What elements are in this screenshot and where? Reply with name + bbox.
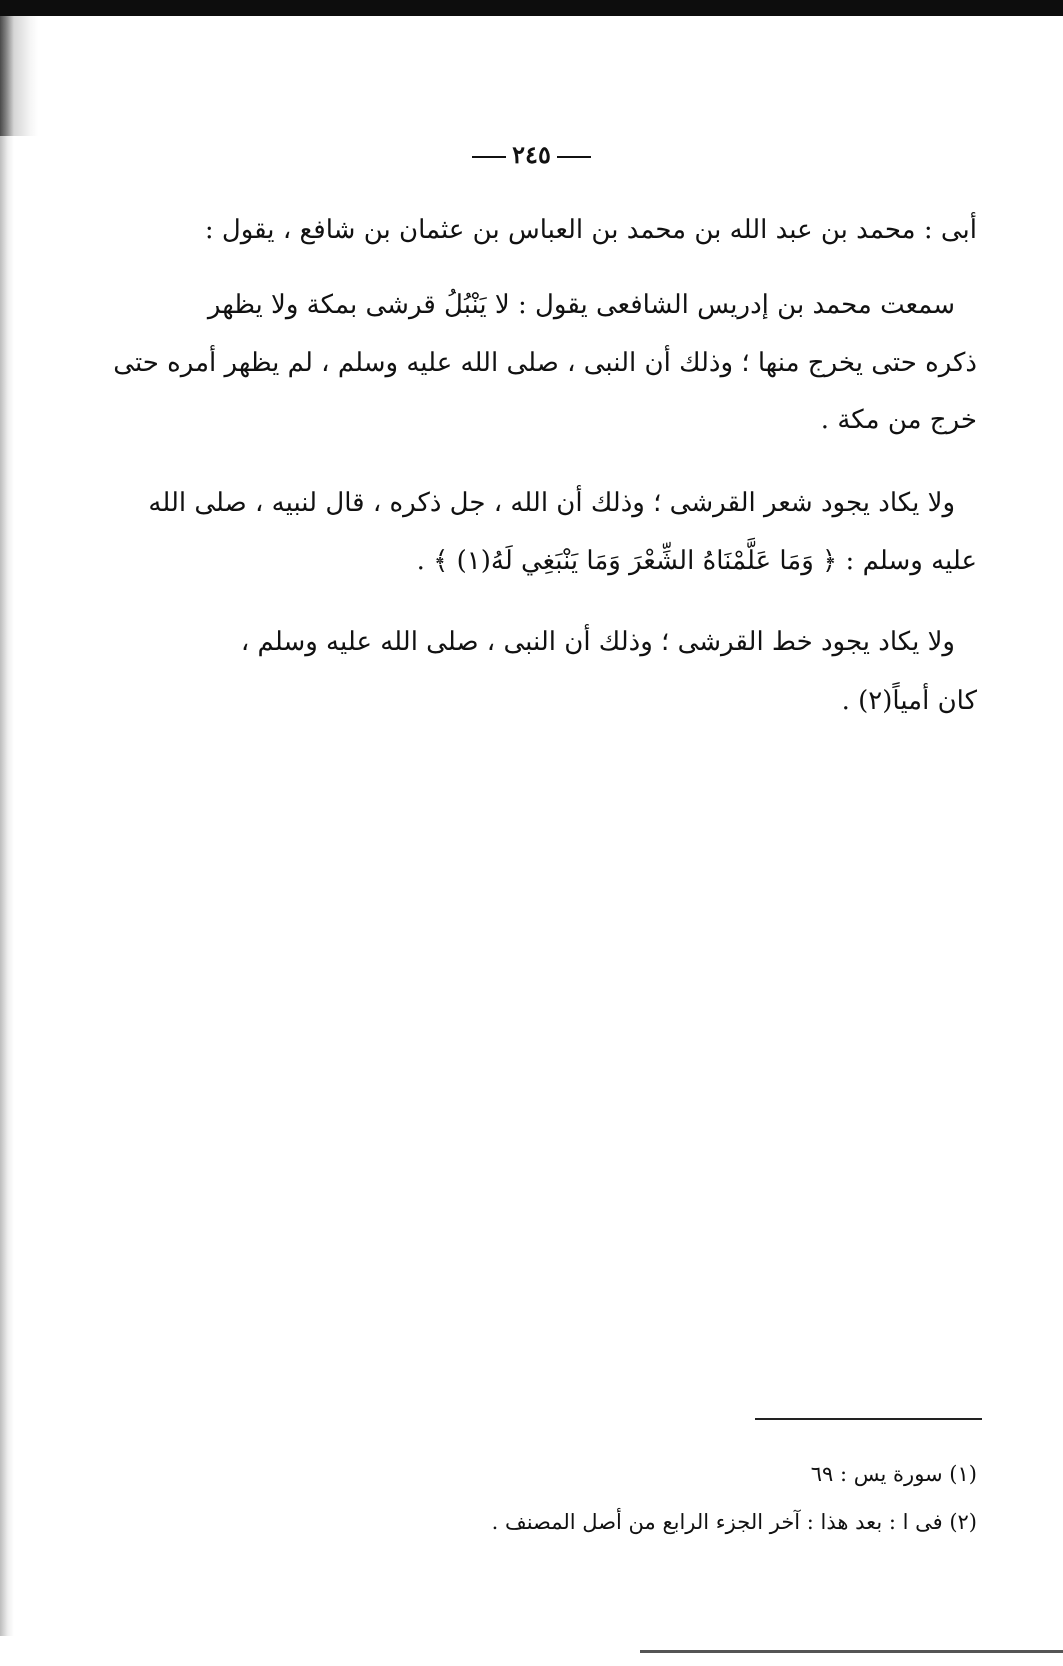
- body-line-4: خرج من مكة .: [820, 405, 977, 435]
- body-line-8: كان أمياً(٢) .: [841, 686, 977, 716]
- scan-left-edge: [0, 136, 14, 1636]
- page-number-dash-right: [557, 156, 591, 158]
- scan-top-border: [0, 0, 1063, 16]
- scan-bottom-edge: [640, 1650, 1063, 1653]
- page-number-text: ٢٤٥: [512, 140, 551, 169]
- body-line-3: ذكره حتى يخرج منها ؛ وذلك أن النبى ، صلى الله عليه وسلم ، لم يظهر أمره حتى: [113, 348, 977, 378]
- footnote-1: (١) سورة يس : ٦٩: [810, 1462, 977, 1486]
- footnote-separator: [755, 1418, 982, 1420]
- body-line-7: ولا يكاد يجود خط القرشى ؛ وذلك أن النبى ، صلى الله عليه وسلم ،: [240, 627, 955, 657]
- page-number: [0, 140, 1063, 169]
- body-line-1: أبى : محمد بن عبد الله بن محمد بن العباس بن عثمان بن شافع ، يقول :: [204, 215, 977, 245]
- page-number-dash-left: [472, 156, 506, 158]
- scan-left-shadow: [0, 16, 38, 136]
- footnote-2: (٢) فى ا : بعد هذا : آخر الجزء الرابع من أصل المصنف .: [491, 1510, 977, 1534]
- body-line-5: ولا يكاد يجود شعر القرشى ؛ وذلك أن الله ، جل ذكره ، قال لنبيه ، صلى الله: [148, 488, 955, 518]
- body-line-6: عليه وسلم : ﴿ وَمَا عَلَّمْنَاهُ الشِّعْرَ وَمَا يَنْبَغِي لَهُ(١) ﴾ .: [416, 546, 977, 576]
- body-line-2: سمعت محمد بن إدريس الشافعى يقول : لا يَنْبُلُ قرشى بمكة ولا يظهر: [207, 290, 955, 320]
